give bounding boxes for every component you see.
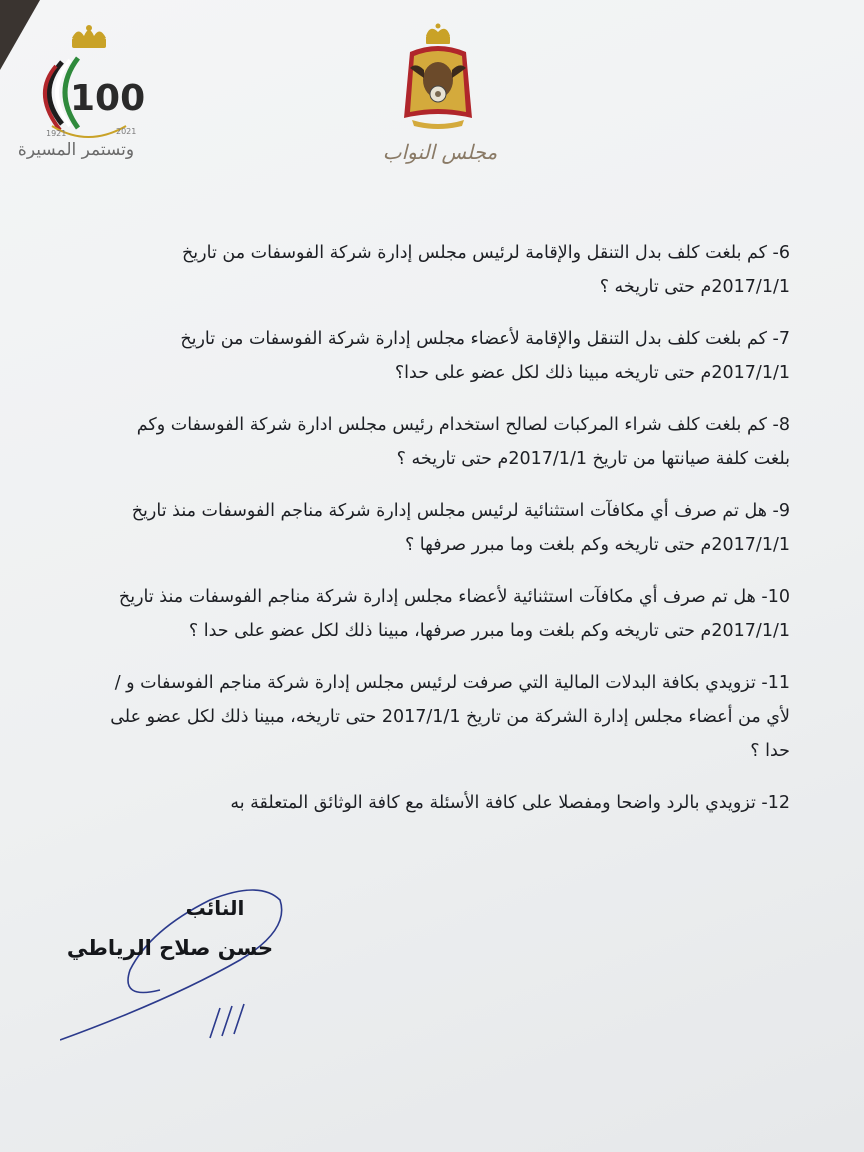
question-item: 10- هل تم صرف أي مكافآت استثنائية لأعضاء مجلس إدارة شركة مناجم الفوسفات منذ تاريخ 2017/1/1م حتى تاريخه وكم بلغت وما مبرر صرفها، مبينا ذلك لكل عضو على حدا ؟ [118, 587, 790, 641]
centenary-year-start: 1921 [46, 129, 67, 138]
question-item: 8- كم بلغت كلف شراء المركبات لصالح استخدام رئيس مجلس ادارة شركة الفوسفات وكم بلغت كلفة صيانتها من تاريخ 2017/1/1م حتى تاريخه ؟ [136, 415, 790, 469]
council-name: مجلس النواب [382, 140, 498, 164]
question-item: 7- كم بلغت كلف بدل التنقل والإقامة لأعضاء مجلس إدارة شركة الفوسفات من تاريخ 2017/1/1م حتى تاريخه مبينا ذلك لكل عضو على حدا؟ [180, 329, 790, 383]
centenary-year-end: 2021 [116, 127, 137, 136]
question-item: 9- هل تم صرف أي مكافآت استثنائية لرئيس مجلس إدارة شركة مناجم الفوسفات منذ تاريخ 2017/1/1م حتى تاريخه وكم بلغت وما مبرر صرفها ؟ [131, 501, 790, 555]
signature-block [60, 880, 300, 1080]
question-item: 11- تزويدي بكافة البدلات المالية التي صرفت لرئيس مجلس إدارة شركة مناجم الفوسفات و / لأي من أعضاء مجلس إدارة الشركة من تاريخ 2017/1/1 حتى تاريخه، مبينا ذلك لكل عضو على حدا ؟ [110, 673, 790, 761]
centenary-number: 100 [70, 78, 146, 119]
centenary-logo-icon [22, 22, 152, 152]
signatory-name: حسن صلاح الرياطي [66, 936, 274, 960]
question-item: 12- تزويدي بالرد واضحا ومفصلا على كافة الأسئلة مع كافة الوثائق المتعلقة به [230, 793, 790, 813]
question-item: 6- كم بلغت كلف بدل التنقل والإقامة لرئيس مجلس إدارة شركة الفوسفات من تاريخ 2017/1/1م حتى تاريخه ؟ [182, 243, 790, 297]
coat-of-arms-icon [396, 22, 480, 132]
questions-list [100, 236, 790, 838]
centenary-slogan: وتستمر المسيرة [17, 140, 135, 160]
signatory-title: النائب [185, 896, 245, 920]
coat-of-arms-emblem [396, 22, 480, 132]
